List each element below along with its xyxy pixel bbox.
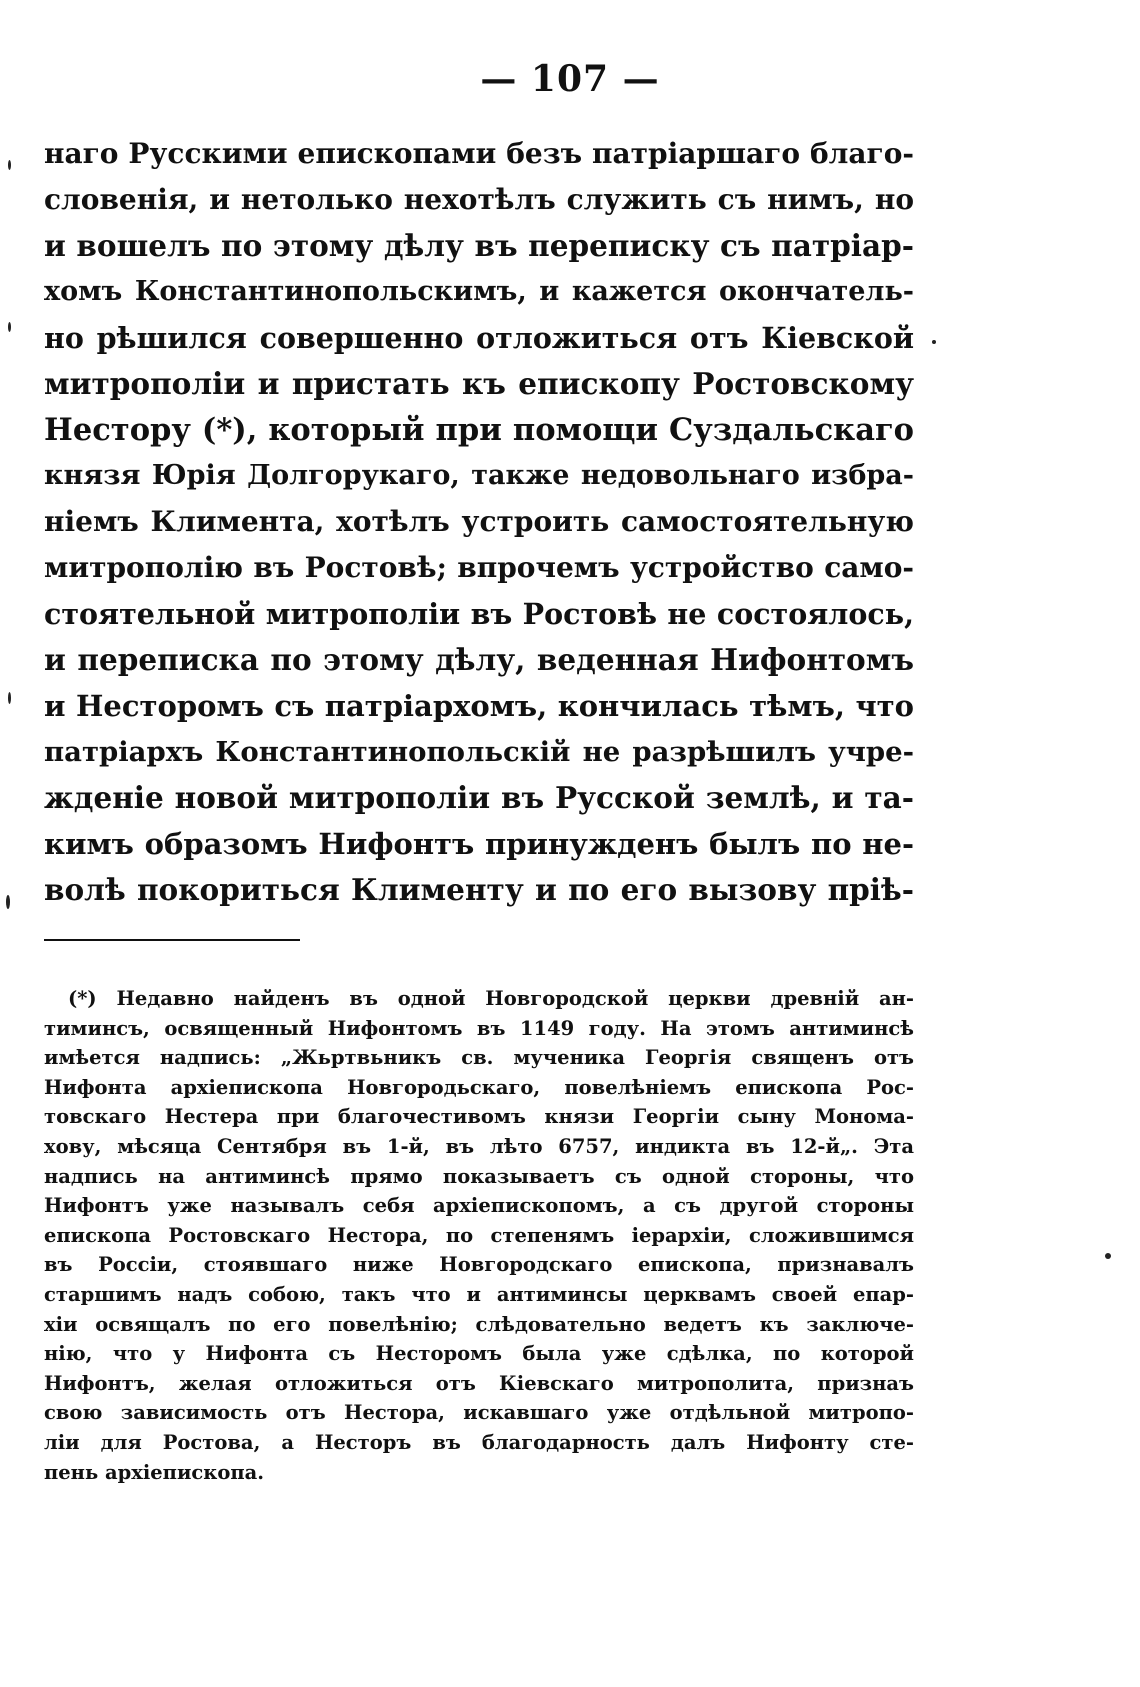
page-number: — 107 — bbox=[480, 58, 660, 100]
footnote-line: въ Россіи, стоявшаго ниже Новгородскаго епископа, признавалъ bbox=[44, 1253, 914, 1277]
body-line: митрополію въ Ростовѣ; впрочемъ устройство само- bbox=[44, 551, 914, 584]
footnote-line: имѣется надпись: „Жьртвьникъ св. мученика Георгія священъ отъ bbox=[44, 1046, 914, 1070]
body-line: и вошелъ по этому дѣлу въ переписку съ патріар- bbox=[44, 228, 914, 263]
footnote-line: ліи для Ростова, а Несторъ въ благодарность далъ Нифонту сте- bbox=[44, 1430, 914, 1454]
footnote-line: товскаго Нестера при благочестивомъ князи Георгіи сыну Монома- bbox=[44, 1105, 914, 1129]
body-line: кимъ образомъ Нифонтъ принужденъ былъ по не- bbox=[44, 827, 914, 861]
body-line: и Несторомъ съ патріархомъ, кончилась тѣмъ, что bbox=[44, 689, 914, 723]
footnote-separator bbox=[44, 939, 300, 941]
footnote-line: пень архіепископа. bbox=[44, 1460, 265, 1484]
ink-speck bbox=[8, 692, 11, 704]
body-line: стоятельной митрополіи въ Ростовѣ не состоялось, bbox=[44, 597, 914, 631]
ink-speck bbox=[6, 895, 10, 909]
footnote-line: хіи освящалъ по его повелѣнію; слѣдовательно ведетъ къ заключе- bbox=[44, 1312, 914, 1336]
body-line: волѣ покориться Клименту и по его вызову пріѣ- bbox=[44, 872, 914, 907]
body-line: хомъ Константинопольскимъ, и кажется окончатель- bbox=[44, 276, 914, 307]
ink-speck bbox=[1105, 1253, 1111, 1259]
footnote-line: Нифонта архіепископа Новгородьскаго, повелѣніемъ епископа Рос- bbox=[44, 1075, 914, 1099]
body-line: словенія, и нетолько нехотѣлъ служить съ нимъ, но bbox=[44, 183, 914, 216]
ink-speck bbox=[8, 322, 11, 332]
body-line: митрополіи и пристать къ епископу Ростовскому bbox=[44, 366, 914, 401]
body-line: ніемъ Климента, хотѣлъ устроить самостоятельную bbox=[44, 505, 914, 538]
body-line: и переписка по этому дѣлу, веденная Нифонтомъ bbox=[44, 642, 914, 677]
footnote-line: нію, что у Нифонта съ Несторомъ была уже сдѣлка, по которой bbox=[44, 1342, 914, 1366]
footnote bbox=[44, 984, 914, 1487]
footnote-line: епископа Ростовскаго Нестора, по степенямъ іерархіи, сложившимся bbox=[44, 1223, 914, 1247]
body-line: наго Русскими епископами безъ патріаршаго благо- bbox=[44, 137, 914, 170]
body-line: жденіе новой митрополіи въ Русской землѣ, и та- bbox=[44, 780, 914, 815]
footnote-line: тиминсъ, освященный Нифонтомъ въ 1149 году. На этомъ антиминсѣ bbox=[44, 1016, 914, 1040]
footnote-line: (*) Недавно найденъ въ одной Новгородской церкви древній ан- bbox=[68, 987, 914, 1010]
footnote-line: свою зависимость отъ Нестора, искавшаго уже отдѣльной митропо- bbox=[44, 1401, 914, 1425]
body-line: Нестору (*), который при помощи Суздальскаго bbox=[44, 412, 914, 448]
ink-speck bbox=[932, 340, 936, 344]
footnote-line: Нифонтъ, желая отложиться отъ Кіевскаго митрополита, признаъ bbox=[44, 1371, 914, 1395]
footnote-line: старшимъ надъ собою, такъ что и антиминсы церквамъ своей епар- bbox=[44, 1282, 914, 1306]
body-text bbox=[44, 131, 914, 913]
body-line: но рѣшился совершенно отложиться отъ Кіевской bbox=[44, 321, 914, 355]
footnote-line: Нифонтъ уже называлъ себя архіепископомъ, а съ другой стороны bbox=[44, 1194, 914, 1218]
footnote-line: надпись на антиминсѣ прямо показываетъ съ одной стороны, что bbox=[44, 1164, 914, 1188]
body-line: патріархъ Константинопольскій не разрѣшилъ учре- bbox=[44, 736, 914, 768]
footnote-line: хову, мѣсяца Сентября въ 1-й, въ лѣто 6757, индикта въ 12-й„. Эта bbox=[44, 1134, 914, 1158]
ink-speck bbox=[8, 160, 11, 170]
body-line: князя Юрія Долгорукаго, также недовольнаго избра- bbox=[44, 460, 914, 491]
